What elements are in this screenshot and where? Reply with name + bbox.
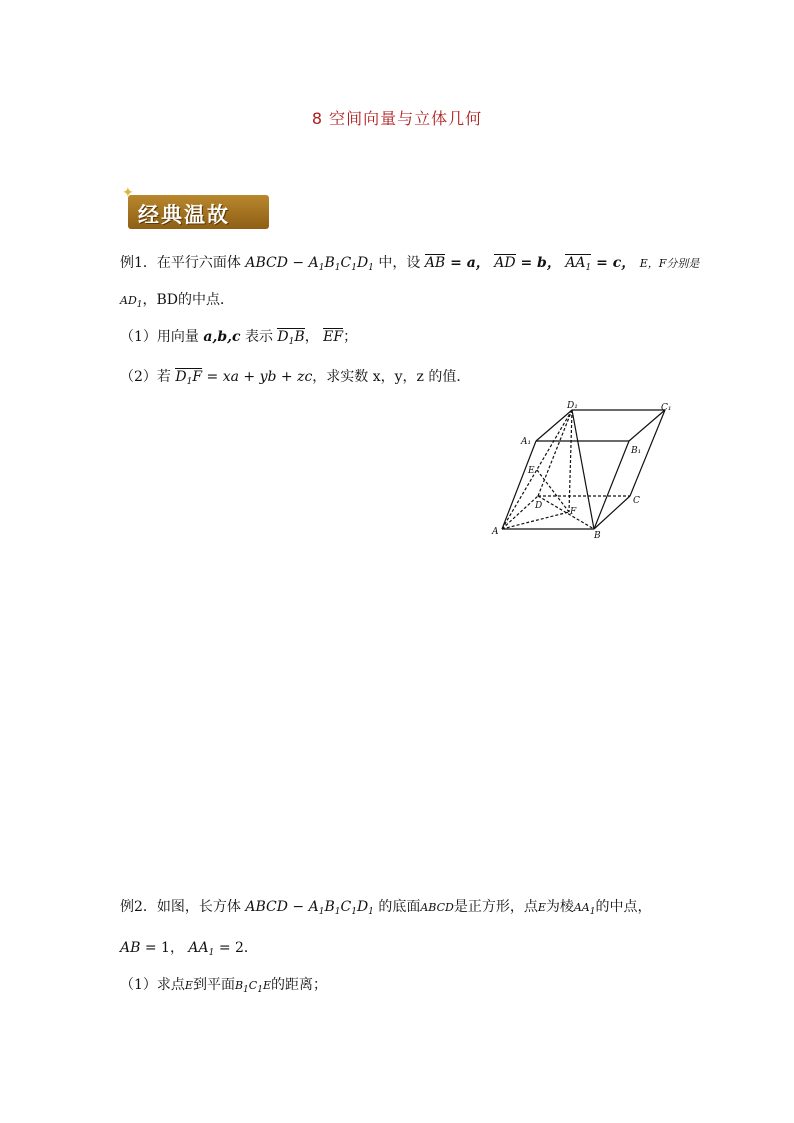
- label-A: A: [492, 527, 499, 537]
- q1-label: （1）用向量: [120, 329, 199, 345]
- ex1-label: 例1．在平行六面体: [120, 255, 241, 271]
- q2-label: （2）若: [120, 369, 171, 385]
- ex2-q1-point: E: [184, 979, 193, 992]
- label-B: B: [594, 531, 601, 541]
- label-B1: B₁: [631, 446, 642, 456]
- label-C: C: [633, 496, 640, 506]
- ex2-label: 例2．如图，长方体: [120, 899, 241, 915]
- vector-AD: AD: [494, 255, 516, 271]
- page-title: 8 空间向量与立体几何: [311, 109, 483, 128]
- label-D1: D₁: [567, 401, 578, 411]
- label-D: D: [535, 501, 543, 511]
- q2-text: ，求实数 x，y，z 的值．: [312, 369, 471, 385]
- ex1-text: 中，设: [378, 255, 421, 271]
- ex2-line2: AB = 1， $AA_1 = 2$．: [120, 940, 258, 958]
- vector-D1B: $D_1B$: [277, 327, 304, 352]
- ex1-q1: （1）用向量 a,b,c 表示 $D_1B$， EF；: [120, 327, 357, 352]
- ex1-ad1: $AD_1$: [120, 294, 143, 310]
- label-F: F: [570, 507, 577, 517]
- section-banner: [120, 187, 280, 231]
- vector-AB: AB: [424, 255, 446, 271]
- ex2-aa1: $AA_1$: [188, 940, 215, 958]
- ex2-line1: 例2．如图，长方体 ABCD − $A_1B_1C_1D_1$ 的底面ABCD是正方形，点E为棱$AA_1$的中点，: [120, 899, 652, 917]
- eq-c: = c，: [591, 255, 636, 271]
- vector-AA1: $AA_1$: [565, 253, 591, 278]
- ex2-point-e: E: [537, 901, 546, 914]
- ex1-solid: ABCD − $A_1B_1C_1D_1$: [245, 255, 374, 273]
- eq-a: = a，: [445, 255, 490, 271]
- ex1-q2: [120, 367, 470, 392]
- ex2-edge: $AA_1$: [573, 901, 596, 917]
- eq-b: = b，: [515, 255, 561, 271]
- label-C1: C₁: [661, 403, 672, 413]
- ex2-q1-label: （1）求点: [120, 977, 185, 993]
- ex2-ab: AB: [120, 940, 141, 956]
- ex2-base: ABCD: [420, 901, 454, 914]
- ex1-line2: [120, 290, 234, 315]
- ex2-q1-plane: $B_1C_1E$: [234, 979, 271, 995]
- ex1-line2-text: ，BD的中点．: [142, 292, 235, 308]
- label-E: E: [528, 466, 535, 476]
- banner-label: 经典温故: [138, 203, 230, 227]
- ex1-ef-text: E，F分别是: [639, 257, 700, 270]
- parallelepiped-svg: [490, 398, 680, 543]
- star-icon: ✦: [122, 185, 134, 201]
- ex2-solid: ABCD − $A_1B_1C_1D_1$: [245, 899, 374, 917]
- q1-text: 表示: [244, 329, 273, 345]
- q1-vars: a,b,c: [203, 329, 241, 345]
- parallelepiped-figure: [490, 398, 680, 543]
- q2-expression: = xa + yb + zc: [202, 369, 313, 385]
- ex1-line1: [120, 253, 699, 278]
- vector-D1F: $D_1F$: [175, 367, 202, 392]
- label-A1: A₁: [521, 437, 532, 447]
- vector-EF: EF: [323, 329, 344, 345]
- ex2-q1: （1）求点E到平面$B_1C_1E$的距离；: [120, 977, 327, 995]
